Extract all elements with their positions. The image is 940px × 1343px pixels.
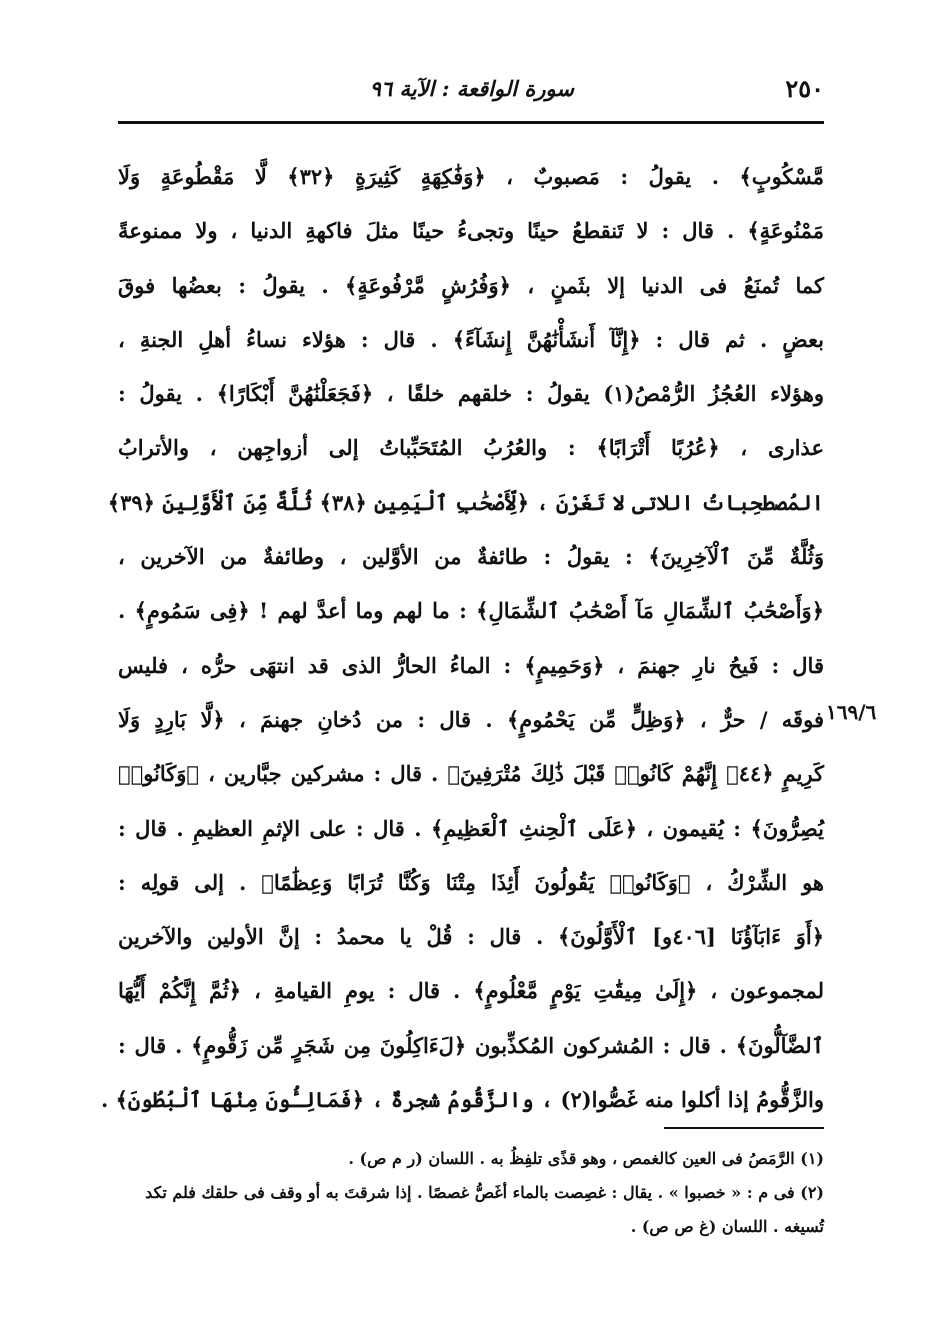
text-line: يُصِرُّونَ﴾ : يُقيمون ، ﴿عَلَى ٱلْحِنثِ ٱلْعَظِيمِ﴾ . قال : على الإثمِ العظيمِ . قال : <box>118 815 824 841</box>
text-line: المُصطحِباتُ اللاتى لا تَغَرْنَ ، ﴿لِّأَصْحَٰبِ ٱلْيَمِينِ ﴿٣٨﴾ ثُلَّةٌ مِّنَ ٱلْأَوَّلِينَ ﴿٣٩﴾ <box>107 489 824 515</box>
text-line: مَمْنُوعَةٍ﴾ . قال : لا تَنقطعُ حينًا وتجىءُ حينًا مثلَ فاكهةِ الدنيا ، ولا ممنوعةً <box>118 218 824 244</box>
footnote-rule <box>664 1127 824 1129</box>
text-line: مَّسْكُوبٍ﴾ . يقولُ : مَصبوبٌ ، ﴿وَفَٰكِهَةٍ كَثِيرَةٍ ﴿٣٢﴾ لَّا مَقْطُوعَةٍ وَلَا <box>118 164 824 189</box>
footnotes <box>118 1142 824 1244</box>
margin-reference: ١٦٩/٦ <box>826 700 877 724</box>
footnote-continuation: تُسيغه . اللسان (غ ص ص) . <box>630 1217 824 1236</box>
text-line: ﴿أَوَ ءَابَآؤُنَا [٤٠٦و] ٱلْأَوَّلُونَ﴾ . قال : قُلْ يا محمدُ : إنَّ الأولين والآخرين <box>118 924 824 950</box>
text-line: وهؤلاء العُجُزُ الرُّمْصُ(١) يقولُ : خلقهم خلقًا ، ﴿فَجَعَلْنَٰهُنَّ أَبْكَارًا﴾ . يقولُ : <box>118 381 824 407</box>
footnote: (١) الرَّمَصُ فى العين كالغمص ، وهو قذًى تلفِظُ به . اللسان (ر م ص) . <box>348 1149 824 1168</box>
text-line: هو الشِّرْكُ ، ﴿وَكَانُوا۟ يَقُولُونَ أَئِذَا مِتْنَا وَكُنَّا تُرَابًا وَعِظَٰمًا﴾ . إلى قولِه : <box>118 869 824 895</box>
text-line: بعضٍ . ثم قال : ﴿إِنَّآ أَنشَأْنَٰهُنَّ إِنشَآءً﴾ . قال : هؤلاء نساءُ أهلِ الجنةِ ، <box>118 326 824 352</box>
text-line: عذارى ، ﴿عُرُبًا أَتْرَابًا﴾ : والعُرُبُ المُتَحَبِّباتُ إلى أزواجِهن ، والأترابُ <box>118 435 824 461</box>
text-line: وَثُلَّةٌ مِّنَ ٱلْآخِرِينَ﴾ : يقولُ : طائفةٌ من الأوَّلين ، وطائفةٌ من الآخرين ، <box>118 544 824 570</box>
page-header <box>118 74 824 120</box>
text-line: ﴿وَأَصْحَٰبُ ٱلشِّمَالِ مَآ أَصْحَٰبُ ٱلشِّمَالِ﴾ : ما لهم وما أعدَّ لهم ! ﴿فِى سَمُومٍ﴾ . <box>118 598 824 624</box>
footnote: (٢) فى م : « خصبوا » . يقال : غصِصت بالماء أغَصُّ غصصًا . إذا شرقتَ به أو وقف فى حلقك فلم تكد <box>145 1183 824 1202</box>
text-line: قال : فَيحُ نارِ جهنمَ ، ﴿وَحَمِيمٍ﴾ : الماءُ الحارُّ الذى قد انتهَى حرُّه ، فليس <box>118 652 824 678</box>
text-line: فوقَه / حرٌّ ، ﴿وَظِلٍّ مِّن يَحْمُومٍ﴾ . قال : من دُخانِ جهنمَ ، ﴿لَّا بَارِدٍ وَلَا <box>118 706 824 732</box>
text-line: والزَّقُّومُ إذا أكلوا منه غَصُّوا(٢) ، والزَّقُّومُ شجرةٌ ، ﴿فَمَالِـُٔونَ مِنْهَا ٱلْبُطُونَ﴾ . <box>100 1087 824 1113</box>
text-line: كَرِيمٍ ﴿٤٤﴾ إِنَّهُمْ كَانُوا۟ قَبْلَ ذَٰلِكَ مُتْرَفِينَ﴾ . قال : مشركين جبَّارين ، ﴿وَكَانُوا۟ <box>118 761 824 787</box>
header-rule <box>118 121 824 124</box>
page-number: ٢٥٠ <box>785 74 824 103</box>
running-title: سورة الواقعة : الآية ٩٦ <box>369 76 574 101</box>
body-text <box>100 150 824 1127</box>
text-line: ٱلضَّآلُّونَ﴾ . قال : المُشركون المُكذِّبون ﴿لَءَاكِلُونَ مِن شَجَرٍ مِّن زَقُّومٍ﴾ . قال : <box>118 1032 824 1058</box>
text-line: لمجموعون ، ﴿إِلَىٰ مِيقَٰتِ يَوْمٍ مَّعْلُومٍ﴾ . قال : يومِ القيامةِ ، ﴿ثُمَّ إِنَّكُمْ أَيُّهَا <box>118 978 824 1004</box>
text-line: كما تُمنَعُ فى الدنيا إلا بثَمنٍ ، ﴿وَفُرُشٍ مَّرْفُوعَةٍ﴾ . يقولُ : بعضُها فوقَ <box>118 272 824 298</box>
